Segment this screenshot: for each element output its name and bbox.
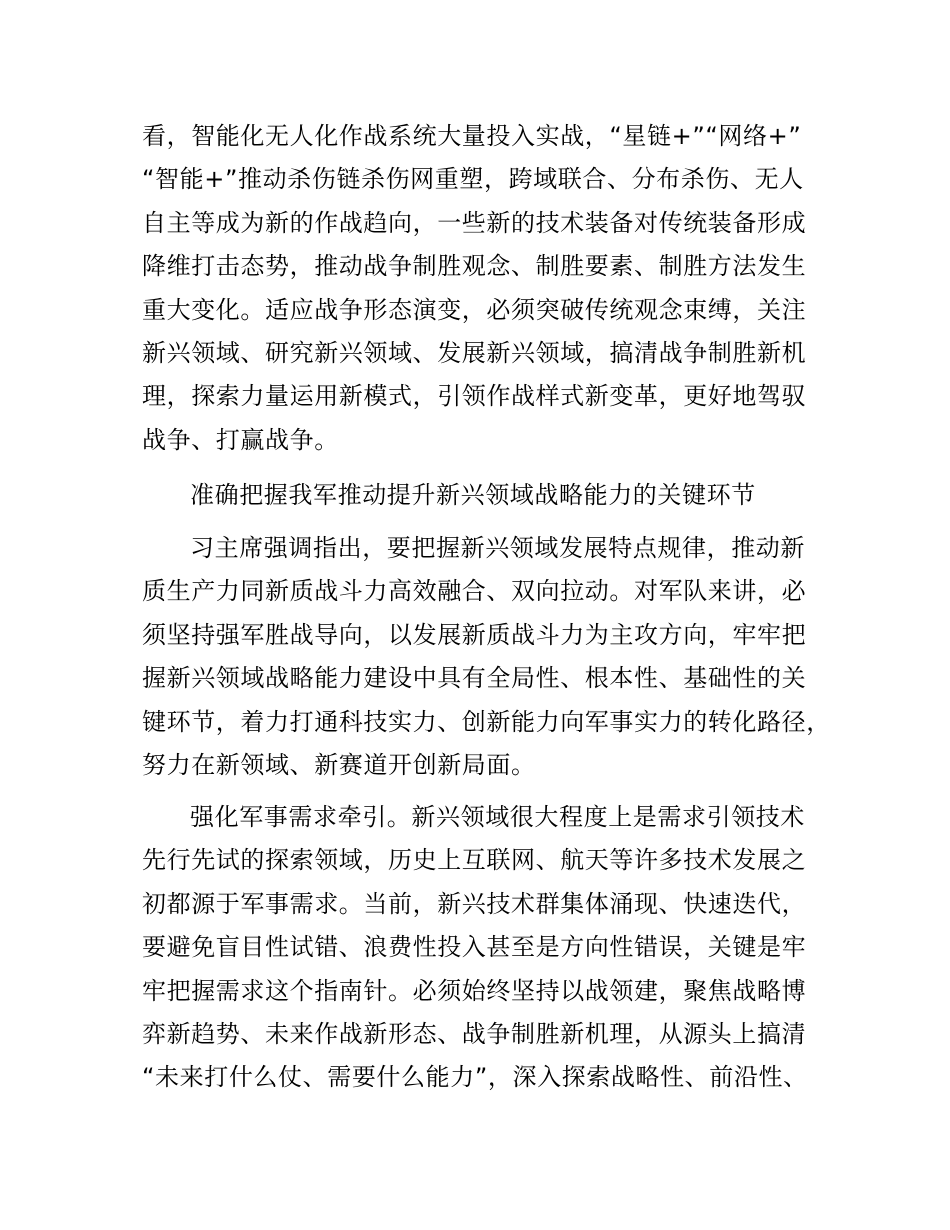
text-line: 强化军事需求牵引。新兴领域很大程度上是需求引领技术: [190, 803, 805, 831]
section-heading: [142, 474, 756, 517]
text-line: 战争、打赢战争。: [142, 425, 339, 454]
text-line: 键环节，着力打通科技实力、创新能力向军事实力的转化路径，: [142, 707, 831, 736]
text-line: 质生产力同新质战斗力高效融合、双向拉动。对军队来讲，必: [142, 577, 807, 606]
text-line: 弈新趋势、未来作战新形态、战争制胜新机理，从源头上搞清: [142, 1019, 807, 1048]
text-line: 习主席强调指出，要把握新兴领域发展特点规律，推动新: [190, 534, 805, 562]
text-line: 牢把握需求这个指南针。必须始终坚持以战领建，聚焦战略博: [142, 976, 807, 1005]
text-line: 先行先试的探索领域，历史上互联网、航天等许多技术发展之: [142, 846, 807, 875]
text-line: “未来打什么仗、需要什么能力”，深入探索战略性、前沿性、: [142, 1063, 808, 1092]
text-line: 要避免盲目性试错、浪费性投入甚至是方向性错误，关键是牢: [142, 933, 807, 962]
section-heading-text: 准确把握我军推动提升新兴领域战略能力的关键环节: [190, 481, 756, 509]
text-line: 努力在新领域、新赛道开创新局面。: [142, 750, 536, 779]
paragraph-3: [142, 796, 808, 1100]
text-line: 自主等成为新的作战趋向，一些新的技术装备对传统装备形成: [142, 208, 807, 237]
text-line: 须坚持强军胜战导向，以发展新质战斗力为主攻方向，牢牢把: [142, 620, 807, 649]
text-line: 重大变化。适应战争形态演变，必须突破传统观念束缚，关注: [142, 295, 807, 324]
text-line: 降维打击态势，推动战争制胜观念、制胜要素、制胜方法发生: [142, 252, 807, 281]
paragraph-1: [142, 115, 806, 462]
text-line: 握新兴领域战略能力建设中具有全局性、根本性、基础性的关: [142, 664, 807, 693]
text-line: 理，探索力量运用新模式，引领作战样式新变革，更好地驾驭: [142, 382, 807, 411]
text-line: 初都源于军事需求。当前，新兴技术群集体涌现、快速迭代，: [142, 889, 807, 918]
text-line: “智能+”推动杀伤链杀伤网重塑，跨域联合、分布杀伤、无人: [142, 165, 804, 194]
paragraph-2: [142, 527, 831, 787]
text-line: 看，智能化无人化作战系统大量投入实战，“星链+”“网络+”: [142, 122, 802, 150]
text-line: 新兴领域、研究新兴领域、发展新兴领域，搞清战争制胜新机: [142, 338, 807, 367]
